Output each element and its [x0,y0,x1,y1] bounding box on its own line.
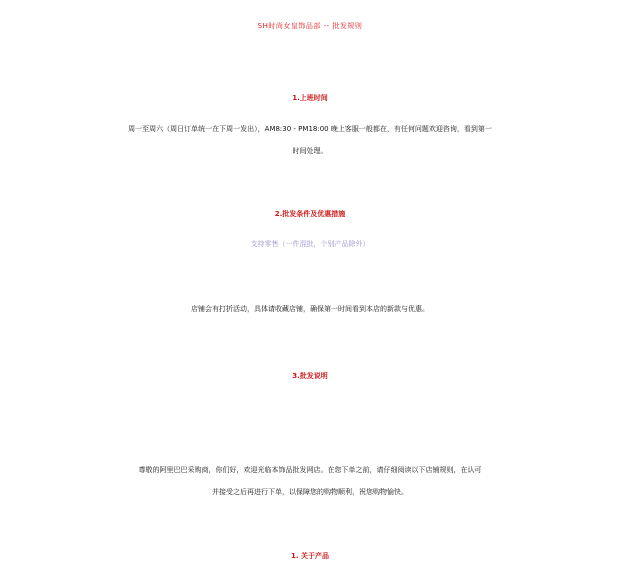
explain-line-1: 尊敬的阿里巴巴采购商，你们好，欢迎光临本饰品批发网店。在您下单之前，请仔细阅读以下店铺规则，在认可 [138,466,482,474]
hours-line-2: 时间处理。 [292,147,328,155]
retail-note: 支持零售（一件混批，个别产品除外） [250,240,370,248]
explain-line-2: 并接受之后再进行下单，以保障您的购物顺利，祝您购物愉快。 [212,488,408,496]
section-heading-about: 1. 关于产品 [291,552,329,560]
promo-line: 店铺会有打折活动，具体请收藏店铺，确保第一时间看到本店的新款与优惠。 [191,305,429,313]
section-heading-hours: 1.上班时间 [292,94,328,102]
page-title: SH时尚女皇饰品部 -- 批发规则 [257,22,363,30]
hours-line-1: 周一至周六（周日订单统一在下周一发出），AM8:30 - PM18:00 晚上客服一般都在，有任何问题欢迎咨询，看到第一 [128,125,492,133]
section-heading-explain: 3.批发说明 [292,372,328,380]
section-heading-wholesale: 2.批发条件及优惠措施 [274,210,346,218]
